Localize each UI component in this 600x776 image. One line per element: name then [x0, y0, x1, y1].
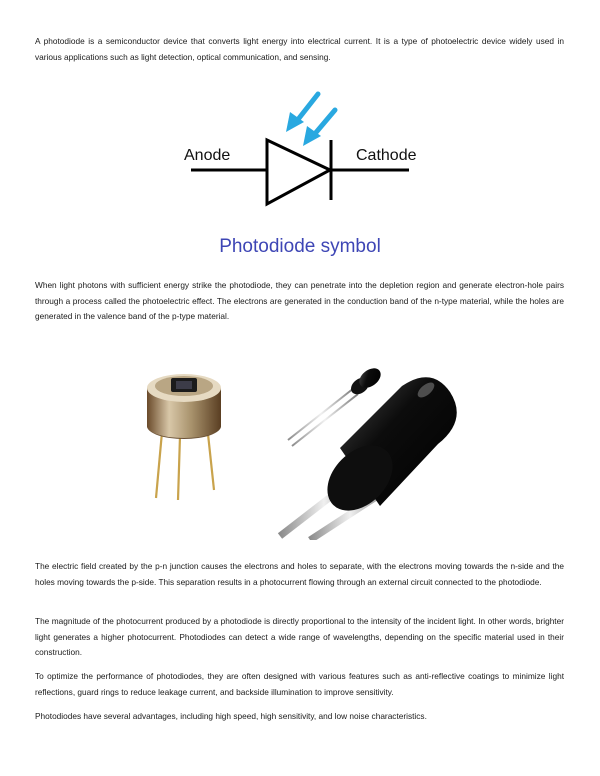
photodiode-components-photo [140, 340, 460, 540]
advantages-paragraph: Photodiodes have several advantages, including high speed, high sensitivity, and low noise characteristics. [35, 711, 427, 721]
large-black-photodiode [280, 377, 457, 540]
photodiode-symbol-diagram [170, 88, 430, 218]
metal-can-photodiode [147, 374, 221, 500]
photocurrent-paragraph: The magnitude of the photocurrent produced by a photodiode is directly proportional to the intensity of the incident light. In other words, brighter light generates a higher photocurrent. Photodiodes can detect a wide range of wavelengths, depending on the specific material used in their construction. [35, 616, 564, 657]
optimization-paragraph: To optimize the performance of photodiodes, they are often designed with various features such as anti-reflective coatings to minimize light reflections, guard rings to reduce leakage current, and backside illumination to improve sensitivity. [35, 671, 564, 697]
light-arrow-icon [296, 94, 318, 122]
light-arrow-icon [313, 110, 335, 136]
cathode-label: Cathode [356, 147, 417, 164]
intro-paragraph: A photodiode is a semiconductor device that converts light energy into electrical current. It is a type of photoelectric device widely used in various applications such as light detection, optical communication, and sensing. [35, 36, 564, 62]
separation-paragraph: The electric field created by the p-n junction causes the electrons and holes to separate, with the electrons moving towards the n-side and the holes moving towards the p-side. This separation results in a photocurrent flowing through an external circuit connected to the photodiode. [35, 561, 564, 587]
symbol-caption: Photodiode symbol [219, 236, 381, 257]
anode-label: Anode [184, 147, 231, 164]
diode-triangle [267, 140, 330, 204]
photoelectric-paragraph: When light photons with sufficient energy strike the photodiode, they can penetrate into the depletion region and generate electron-hole pairs through a process called the photoelectric effect. The electrons are generated in the conduction band of the n-type material, while the holes are generated in the valence band of the p-type material. [35, 280, 564, 321]
